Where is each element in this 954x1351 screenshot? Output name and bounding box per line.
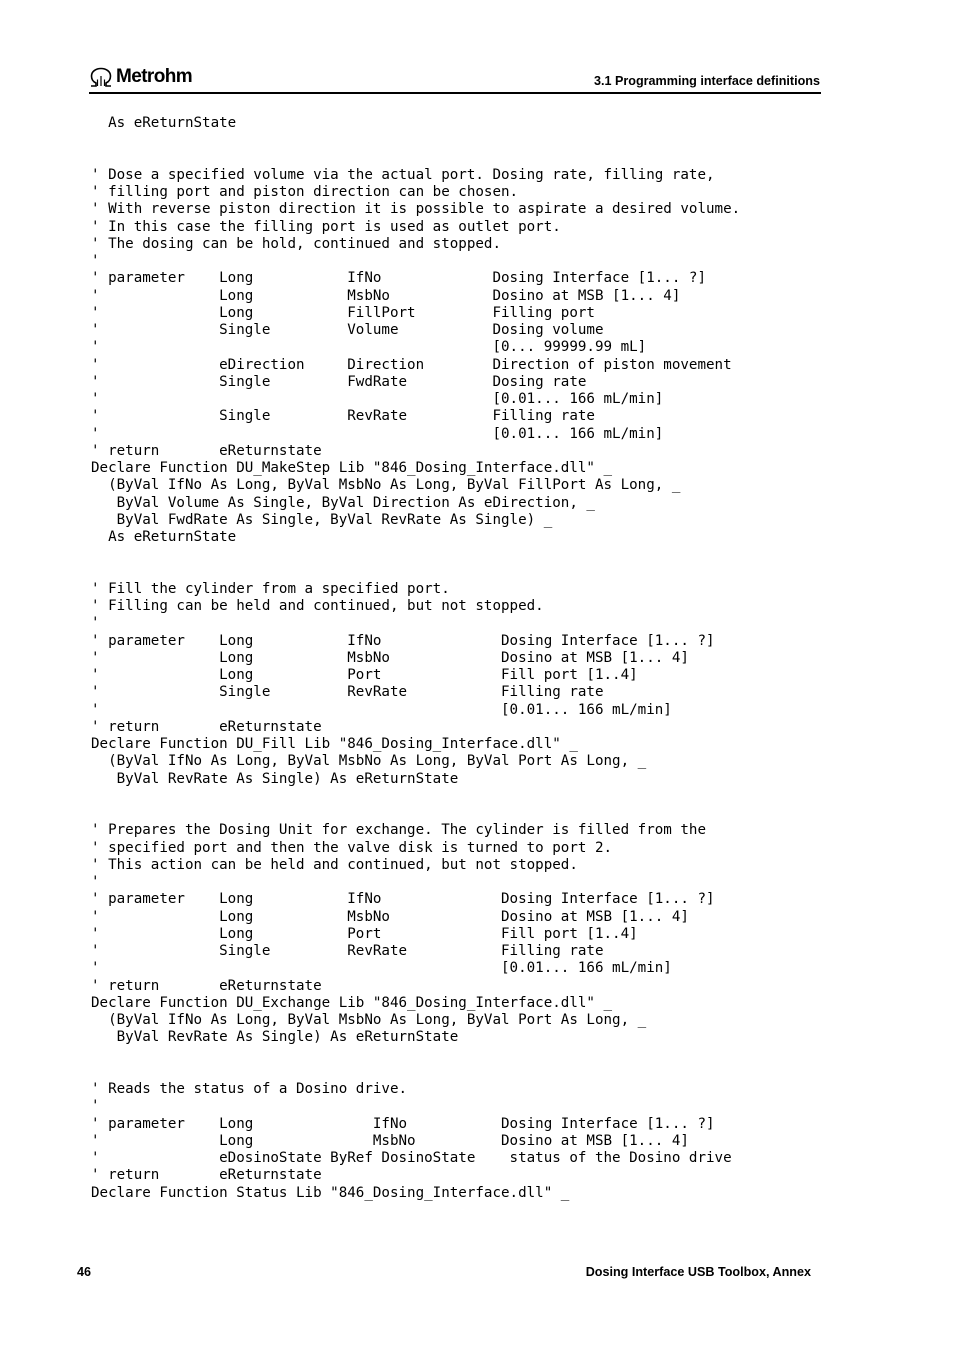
code-line: ' Dose a specified volume via the actual port. Dosing rate, filling rate,: [91, 166, 715, 183]
code-line: ' parameter Long IfNo Dosing Interface [1... ?]: [91, 270, 706, 287]
code-line: ' [0... 99999.99 mL]: [91, 339, 647, 356]
code-line: ' Prepares the Dosing Unit for exchange. The cylinder is filled from the: [91, 822, 706, 839]
code-line: ' [0.01... 166 mL/min]: [91, 960, 672, 977]
code-line: As eReturnState: [91, 115, 237, 131]
code-line: ' Long MsbNo Dosino at MSB [1... 4]: [91, 1132, 689, 1149]
code-line: As eReturnState: [91, 529, 237, 545]
code-line: Declare Function DU_Fill Lib "846_Dosing_Interface.dll" _: [91, 736, 578, 752]
code-line: ': [91, 1098, 100, 1115]
code-line: [91, 546, 811, 563]
code-line: ' Single RevRate Filling rate: [91, 408, 595, 425]
logo-text: Metrohm: [116, 66, 193, 87]
code-line: ' parameter Long IfNo Dosing Interface [1... ?]: [91, 632, 715, 649]
section-title: 3.1 Programming interface definitions: [593, 74, 820, 88]
code-line: ByVal RevRate As Single) As eReturnState: [91, 770, 459, 787]
code-line: ' Fill the cylinder from a specified port.: [91, 580, 450, 597]
code-line: (ByVal IfNo As Long, ByVal MsbNo As Long, ByVal Port As Long, _: [91, 753, 647, 770]
code-line: ' Single RevRate Filling rate: [91, 684, 604, 701]
code-line: ' Long Port Fill port [1..4]: [91, 667, 638, 683]
code-line: ByVal RevRate As Single) As eReturnState: [91, 1029, 459, 1046]
code-line: ' eDosinoState ByRef DosinoState status of the Dosino drive: [91, 1150, 732, 1166]
code-line: Declare Function Status Lib "846_Dosing_Interface.dll" _: [91, 1184, 570, 1201]
code-line: Declare Function DU_Exchange Lib "846_Dosing_Interface.dll" _: [91, 994, 613, 1011]
code-line: ' Reads the status of a Dosino drive.: [91, 1081, 408, 1097]
code-line: ': [91, 615, 100, 632]
code-line: ' Long MsbNo Dosino at MSB [1... 4]: [91, 649, 689, 666]
code-line: ' Filling can be held and continued, but not stopped.: [91, 598, 544, 614]
code-line: ' specified port and then the valve disk is turned to port 2.: [91, 839, 613, 856]
code-line: [91, 132, 811, 149]
code-line: ByVal Volume As Single, ByVal Direction As eDirection, _: [91, 494, 595, 511]
code-line: ' return eReturnstate: [91, 977, 322, 994]
metrohm-logo: [89, 67, 192, 87]
header-rule: [89, 92, 821, 94]
code-line: ' Long MsbNo Dosino at MSB [1... 4]: [91, 908, 689, 925]
code-line: ': [91, 874, 100, 890]
code-line: ' return eReturnstate: [91, 1167, 322, 1184]
document-title: Dosing Interface USB Toolbox, Annex: [585, 1265, 811, 1279]
code-line: [91, 1064, 811, 1081]
code-line: (ByVal IfNo As Long, ByVal MsbNo As Long, ByVal FillPort As Long, _: [91, 477, 681, 494]
code-line: ' eDirection Direction Direction of piston movement: [91, 356, 732, 373]
code-line: ' This action can be held and continued, but not stopped.: [91, 856, 578, 873]
code-line: ' Single Volume Dosing volume: [91, 322, 604, 338]
code-line: ' filling port and piston direction can be chosen.: [91, 184, 519, 200]
code-line: ' [0.01... 166 mL/min]: [91, 701, 672, 718]
code-line: [91, 564, 811, 581]
code-line: ByVal FwdRate As Single, ByVal RevRate As Single) _: [91, 511, 553, 528]
code-line: [91, 150, 811, 167]
code-line: Declare Function DU_MakeStep Lib "846_Dosing_Interface.dll" _: [91, 460, 613, 476]
code-line: ' Single FwdRate Dosing rate: [91, 373, 587, 390]
code-line: (ByVal IfNo As Long, ByVal MsbNo As Long, ByVal Port As Long, _: [91, 1012, 647, 1028]
code-line: [91, 1047, 811, 1064]
code-line: ' The dosing can be hold, continued and stopped.: [91, 235, 501, 252]
code-line: ' In this case the filling port is used as outlet port.: [91, 218, 561, 235]
code-line: ' Long FillPort Filling port: [91, 304, 595, 321]
code-line: ': [91, 253, 100, 269]
code-listing: [91, 115, 811, 1202]
code-line: ' Long Port Fill port [1..4]: [91, 925, 638, 942]
code-line: ' With reverse piston direction it is possible to aspirate a desired volume.: [91, 201, 741, 218]
metrohm-omega-icon: [89, 67, 113, 87]
code-line: ' parameter Long IfNo Dosing Interface [1... ?]: [91, 1115, 715, 1132]
code-line: ' [0.01... 166 mL/min]: [91, 425, 664, 442]
page-number: 46: [77, 1265, 92, 1279]
code-line: ' return eReturnstate: [91, 442, 322, 459]
code-line: ' Long MsbNo Dosino at MSB [1... 4]: [91, 287, 681, 304]
code-line: ' [0.01... 166 mL/min]: [91, 391, 664, 407]
code-line: [91, 805, 811, 822]
code-line: ' Single RevRate Filling rate: [91, 943, 604, 959]
code-line: ' return eReturnstate: [91, 718, 322, 735]
code-line: ' parameter Long IfNo Dosing Interface [1... ?]: [91, 891, 715, 908]
code-line: [91, 788, 811, 805]
